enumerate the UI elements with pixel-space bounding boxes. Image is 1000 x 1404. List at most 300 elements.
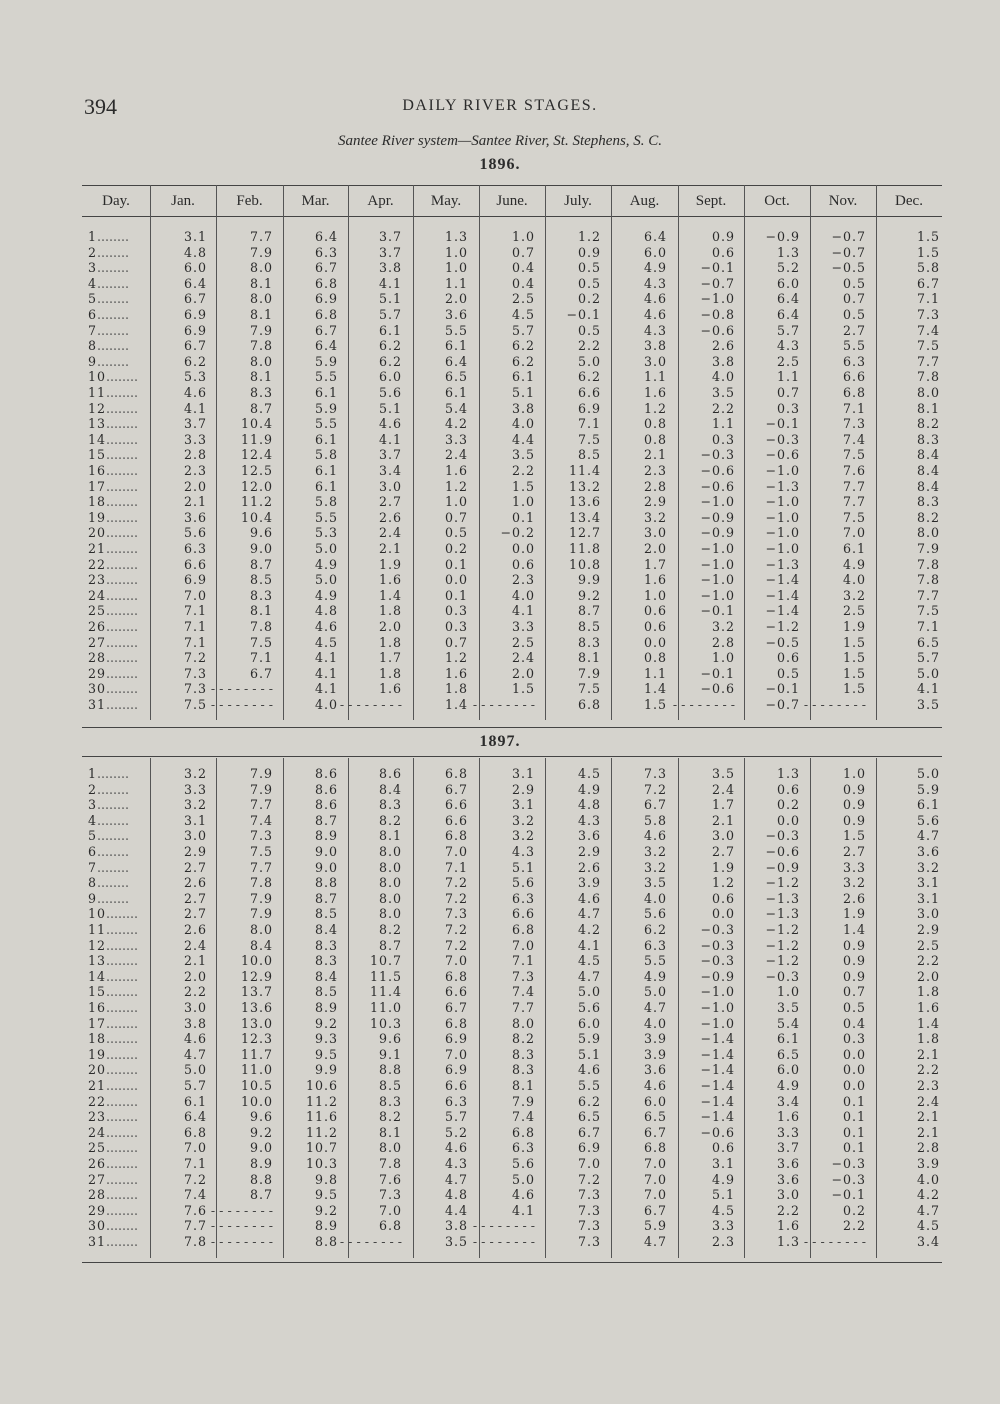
value-cell: 2.8 — [916, 1140, 940, 1156]
value-cell: 3.3 — [183, 781, 207, 797]
value-cell: 8.3 — [314, 937, 338, 953]
value-cell: 8.0 — [511, 1015, 535, 1031]
day-number: 25 — [88, 603, 107, 619]
leader-dots: ........ — [106, 541, 139, 556]
value-cell: 3.0 — [643, 353, 667, 369]
value-cell: 8.0 — [378, 1140, 402, 1156]
value-cell: 0.7 — [776, 385, 800, 400]
value-cell: 0.6 — [711, 1140, 735, 1156]
value-cell: 5.0 — [577, 984, 601, 1000]
value-cell: 8.3 — [314, 953, 338, 969]
leader-dots: ........ — [106, 1109, 139, 1125]
day-label — [88, 1000, 148, 1016]
value-cell: 2.9 — [916, 922, 940, 937]
day-label — [88, 766, 148, 782]
value-cell: 5.0 — [314, 541, 338, 556]
value-cell: 7.1 — [842, 400, 866, 416]
value-cell: 7.7 — [511, 1000, 535, 1015]
value-cell: 3.6 — [776, 1156, 800, 1171]
table-row — [0, 1000, 1000, 1016]
year-heading: 1896. — [479, 156, 521, 173]
value-cell: −1.0 — [700, 556, 735, 572]
value-cell: 2.3 — [183, 463, 207, 478]
day-label — [88, 875, 148, 891]
table-row — [0, 1109, 1000, 1125]
value-cell: −1.0 — [700, 1000, 735, 1015]
value-cell: 2.1 — [183, 953, 207, 969]
value-cell: 7.3 — [577, 1234, 601, 1249]
value-cell: 6.4 — [776, 291, 800, 307]
day-number: 28 — [88, 650, 107, 666]
day-number: 6 — [88, 844, 98, 859]
value-cell: −1.4 — [700, 1031, 735, 1047]
value-cell: 1.2 — [577, 229, 601, 244]
value-cell: 1.5 — [511, 681, 535, 697]
value-cell: −0.3 — [765, 968, 800, 984]
value-cell: 8.4 — [378, 781, 402, 797]
value-cell: 6.7 — [314, 260, 338, 276]
value-cell: 5.7 — [511, 322, 535, 338]
value-cell: 6.8 — [511, 1124, 535, 1140]
value-cell: 5.7 — [776, 322, 800, 338]
value-cell: 7.4 — [916, 322, 940, 338]
value-cell: 7.5 — [577, 431, 601, 447]
day-label — [88, 1156, 148, 1172]
day-number: 24 — [88, 587, 107, 603]
day-number: 13 — [88, 953, 107, 969]
value-cell: 2.0 — [643, 541, 667, 556]
value-cell: 0.6 — [776, 781, 800, 797]
value-cell: 4.3 — [577, 812, 601, 828]
value-cell: 10.0 — [240, 953, 273, 969]
value-cell: 4.3 — [776, 338, 800, 354]
value-cell: 5.6 — [511, 875, 535, 891]
value-cell: 3.6 — [643, 1062, 667, 1078]
column-header: June. — [496, 193, 528, 209]
table-bottom-rule — [82, 727, 942, 728]
value-cell: 1.9 — [378, 556, 402, 572]
value-cell: 3.9 — [577, 875, 601, 891]
value-cell: 4.6 — [643, 307, 667, 322]
value-cell: 6.5 — [916, 634, 940, 650]
value-cell: 4.6 — [643, 1078, 667, 1093]
value-cell: 3.2 — [842, 587, 866, 603]
day-label — [88, 828, 148, 844]
value-cell: 13.6 — [568, 494, 601, 510]
value-cell: 8.9 — [314, 1000, 338, 1015]
day-number: 4 — [88, 812, 98, 828]
column-header: May. — [430, 193, 462, 209]
day-number: 20 — [88, 525, 107, 541]
value-cell: 4.8 — [577, 797, 601, 813]
value-cell: −0.6 — [700, 1124, 735, 1140]
day-label — [88, 860, 148, 876]
value-cell: 7.3 — [577, 1218, 601, 1234]
value-cell: 2.6 — [842, 890, 866, 906]
value-cell: 9.2 — [314, 1015, 338, 1031]
table-row — [0, 635, 1000, 651]
value-cell: −1.3 — [765, 890, 800, 906]
value-cell: 3.0 — [643, 525, 667, 541]
day-label — [88, 603, 148, 619]
value-cell: 3.2 — [842, 875, 866, 891]
value-cell: 7.0 — [378, 1202, 402, 1218]
value-cell: 3.1 — [916, 875, 940, 891]
leader-dots: ........ — [106, 968, 139, 984]
value-cell: 4.7 — [577, 906, 601, 922]
table-row — [0, 844, 1000, 860]
leader-dots: ........ — [106, 1093, 139, 1109]
value-cell: 8.1 — [577, 650, 601, 666]
value-cell: 5.1 — [511, 385, 535, 400]
day-number: 5 — [88, 291, 98, 307]
value-cell: 3.5 — [444, 1234, 468, 1249]
value-cell: 7.5 — [916, 603, 940, 619]
value-cell: 2.6 — [711, 338, 735, 354]
value-cell: 1.6 — [776, 1109, 800, 1125]
value-cell: 10.8 — [568, 556, 601, 572]
value-cell: 6.2 — [378, 338, 402, 354]
value-cell: 4.1 — [183, 400, 207, 416]
value-cell: 4.3 — [511, 844, 535, 859]
value-cell: 4.5 — [314, 634, 338, 650]
day-number: 9 — [88, 353, 98, 369]
day-number: 3 — [88, 797, 98, 813]
value-cell: - - - - - - - - — [210, 1218, 273, 1234]
value-cell: −1.0 — [700, 572, 735, 588]
value-cell: 1.1 — [776, 369, 800, 385]
value-cell: 3.1 — [511, 797, 535, 813]
value-cell: 6.7 — [444, 1000, 468, 1015]
table-row — [0, 385, 1000, 401]
value-cell: 2.7 — [183, 890, 207, 906]
value-cell: 6.6 — [577, 385, 601, 400]
value-cell: 6.3 — [444, 1093, 468, 1109]
value-cell: 0.2 — [842, 1202, 866, 1218]
day-number: 19 — [88, 509, 107, 525]
day-number: 22 — [88, 1093, 107, 1109]
value-cell: 1.2 — [444, 478, 468, 494]
day-number: 30 — [88, 681, 107, 697]
value-cell: 6.7 — [577, 1124, 601, 1140]
value-cell: 7.1 — [916, 619, 940, 634]
table-row — [0, 1031, 1000, 1047]
day-number: 27 — [88, 634, 107, 650]
value-cell: 6.8 — [378, 1218, 402, 1234]
value-cell: 9.0 — [249, 1140, 273, 1156]
value-cell: 5.5 — [314, 509, 338, 525]
day-label — [88, 969, 148, 985]
value-cell: 3.2 — [183, 766, 207, 781]
value-cell: 5.2 — [444, 1124, 468, 1140]
leader-dots: ........ — [106, 603, 139, 619]
value-cell: −1.2 — [765, 953, 800, 969]
value-cell: 6.7 — [314, 322, 338, 338]
value-cell: 9.6 — [249, 1109, 273, 1125]
value-cell: 0.1 — [444, 556, 468, 572]
value-cell: 7.2 — [444, 890, 468, 906]
value-cell: 11.2 — [305, 1124, 338, 1140]
table-row — [0, 906, 1000, 922]
value-cell: 1.5 — [916, 244, 940, 260]
value-cell: −0.7 — [831, 229, 866, 244]
value-cell: - - - - - - - - — [339, 697, 402, 712]
table-row — [0, 1187, 1000, 1203]
value-cell: 3.8 — [711, 353, 735, 369]
value-cell: 0.3 — [842, 1031, 866, 1047]
value-cell: 4.3 — [643, 322, 667, 338]
table-row — [0, 891, 1000, 907]
value-cell: 8.1 — [378, 828, 402, 844]
value-cell: 3.3 — [776, 1124, 800, 1140]
value-cell: 7.0 — [842, 525, 866, 541]
value-cell: 3.5 — [511, 447, 535, 463]
day-label — [88, 588, 148, 604]
value-cell: 2.4 — [916, 1093, 940, 1109]
value-cell: 6.8 — [314, 307, 338, 322]
value-cell: 6.0 — [183, 260, 207, 276]
table-row — [0, 572, 1000, 588]
column-header: Nov. — [828, 193, 858, 209]
value-cell: 6.2 — [183, 353, 207, 369]
value-cell: 7.0 — [183, 1140, 207, 1156]
value-cell: −0.1 — [700, 260, 735, 276]
value-cell: 8.2 — [511, 1031, 535, 1047]
value-cell: −1.4 — [700, 1046, 735, 1062]
value-cell: 2.1 — [916, 1046, 940, 1062]
value-cell: 8.1 — [511, 1078, 535, 1093]
value-cell: 7.7 — [916, 353, 940, 369]
value-cell: 4.6 — [444, 1140, 468, 1156]
value-cell: 0.9 — [842, 781, 866, 797]
value-cell: 6.1 — [314, 463, 338, 478]
value-cell: 8.7 — [249, 1187, 273, 1203]
value-cell: 7.4 — [511, 984, 535, 1000]
value-cell: 7.8 — [249, 875, 273, 891]
value-cell: 4.0 — [314, 697, 338, 712]
value-cell: 2.2 — [577, 338, 601, 354]
table-row — [0, 479, 1000, 495]
value-cell: 3.2 — [711, 619, 735, 634]
value-cell: 3.5 — [643, 875, 667, 891]
day-label — [88, 291, 148, 307]
value-cell: 8.5 — [314, 984, 338, 1000]
day-label — [88, 922, 148, 938]
value-cell: 3.1 — [511, 766, 535, 781]
value-cell: 0.8 — [643, 650, 667, 666]
value-cell: 1.4 — [643, 681, 667, 697]
value-cell: 7.2 — [643, 781, 667, 797]
value-cell: 1.4 — [378, 587, 402, 603]
value-cell: 6.4 — [643, 229, 667, 244]
value-cell: - - - - - - - - — [472, 1234, 535, 1249]
table-row — [0, 697, 1000, 713]
value-cell: 4.0 — [511, 587, 535, 603]
value-cell: 8.7 — [249, 556, 273, 572]
leader-dots: ........ — [106, 634, 139, 650]
value-cell: 13.7 — [240, 984, 273, 1000]
value-cell: 7.9 — [577, 665, 601, 681]
table-row — [0, 1140, 1000, 1156]
value-cell: 6.9 — [444, 1031, 468, 1047]
value-cell: 6.7 — [249, 665, 273, 681]
value-cell: 3.3 — [842, 859, 866, 875]
day-number: 2 — [88, 244, 98, 260]
value-cell: 1.1 — [643, 665, 667, 681]
value-cell: 7.5 — [183, 697, 207, 712]
value-cell: 6.8 — [444, 1015, 468, 1031]
value-cell: 2.9 — [183, 844, 207, 859]
value-cell: 10.0 — [240, 1093, 273, 1109]
value-cell: 1.0 — [444, 494, 468, 510]
value-cell: 6.1 — [314, 478, 338, 494]
value-cell: 3.7 — [776, 1140, 800, 1156]
day-label — [88, 906, 148, 922]
value-cell: 8.9 — [249, 1156, 273, 1171]
value-cell: 4.6 — [314, 619, 338, 634]
value-cell: 1.7 — [711, 797, 735, 813]
value-cell: 2.5 — [776, 353, 800, 369]
value-cell: 1.6 — [378, 681, 402, 697]
day-number: 31 — [88, 1234, 107, 1249]
table-row — [0, 463, 1000, 479]
value-cell: 4.6 — [183, 385, 207, 400]
table-row — [0, 245, 1000, 261]
value-cell: 7.1 — [249, 650, 273, 666]
day-number: 19 — [88, 1046, 107, 1062]
table-row — [0, 938, 1000, 954]
value-cell: 2.2 — [183, 984, 207, 1000]
value-cell: - - - - - - - - — [803, 1234, 866, 1249]
table-row — [0, 323, 1000, 339]
value-cell: 7.0 — [511, 937, 535, 953]
value-cell: 5.3 — [314, 525, 338, 541]
value-cell: 2.0 — [444, 291, 468, 307]
leader-dots: ........ — [106, 1171, 139, 1187]
value-cell: 6.1 — [916, 797, 940, 813]
value-cell: 8.7 — [314, 812, 338, 828]
day-label — [88, 385, 148, 401]
value-cell: 8.2 — [916, 509, 940, 525]
year-heading: 1897. — [479, 733, 521, 750]
value-cell: 6.6 — [444, 812, 468, 828]
leader-dots: ........ — [106, 1234, 139, 1249]
value-cell: −1.0 — [700, 291, 735, 307]
value-cell: 0.3 — [711, 431, 735, 447]
value-cell: 7.8 — [916, 369, 940, 385]
table-row — [0, 860, 1000, 876]
value-cell: 2.5 — [511, 291, 535, 307]
value-cell: 0.9 — [842, 797, 866, 813]
table-row — [0, 525, 1000, 541]
value-cell: 2.5 — [842, 603, 866, 619]
value-cell: 7.4 — [183, 1187, 207, 1203]
value-cell: 0.7 — [444, 634, 468, 650]
value-cell: 4.8 — [314, 603, 338, 619]
day-number: 6 — [88, 307, 98, 322]
value-cell: 9.5 — [314, 1187, 338, 1203]
leader-dots: ........ — [97, 812, 130, 828]
day-number: 23 — [88, 572, 107, 588]
value-cell: 2.6 — [183, 875, 207, 891]
value-cell: 6.7 — [643, 797, 667, 813]
value-cell: 8.0 — [249, 353, 273, 369]
value-cell: −1.4 — [700, 1093, 735, 1109]
value-cell: 8.3 — [249, 587, 273, 603]
table-top-rule — [82, 756, 942, 757]
leader-dots: ........ — [106, 572, 139, 588]
value-cell: 7.7 — [249, 229, 273, 244]
column-header: Jan. — [171, 193, 195, 209]
value-cell: 4.1 — [577, 937, 601, 953]
table-row — [0, 510, 1000, 526]
value-cell: −0.6 — [700, 478, 735, 494]
day-number: 22 — [88, 556, 107, 572]
leader-dots: ........ — [106, 1078, 139, 1093]
value-cell: 3.6 — [776, 1171, 800, 1187]
leader-dots: ........ — [106, 1124, 139, 1140]
value-cell: 1.8 — [378, 634, 402, 650]
value-cell: 1.4 — [842, 922, 866, 937]
value-cell: 5.0 — [577, 353, 601, 369]
value-cell: 4.6 — [378, 416, 402, 432]
value-cell: 1.5 — [842, 828, 866, 844]
value-cell: 5.5 — [444, 322, 468, 338]
value-cell: 2.4 — [444, 447, 468, 463]
value-cell: 1.0 — [643, 587, 667, 603]
value-cell: 7.4 — [511, 1109, 535, 1125]
value-cell: 0.3 — [776, 400, 800, 416]
value-cell: 6.7 — [183, 338, 207, 354]
day-number: 8 — [88, 338, 98, 354]
value-cell: 8.5 — [378, 1078, 402, 1093]
value-cell: 3.8 — [444, 1218, 468, 1234]
value-cell: 8.0 — [378, 906, 402, 922]
value-cell: 6.0 — [776, 275, 800, 291]
value-cell: 1.1 — [711, 416, 735, 432]
value-cell: 8.4 — [916, 447, 940, 463]
table-subtitle: Santee River system—Santee River, St. Stephens, S. C. — [337, 133, 663, 149]
day-label — [88, 1031, 148, 1047]
value-cell: 0.7 — [842, 291, 866, 307]
value-cell: −1.0 — [700, 541, 735, 556]
leader-dots: ........ — [106, 1015, 139, 1031]
day-number: 25 — [88, 1140, 107, 1156]
value-cell: 4.8 — [183, 244, 207, 260]
value-cell: 8.1 — [249, 275, 273, 291]
day-number: 12 — [88, 937, 107, 953]
value-cell: 4.1 — [314, 681, 338, 697]
value-cell: −1.0 — [765, 494, 800, 510]
day-label — [88, 1203, 148, 1219]
value-cell: 5.1 — [711, 1187, 735, 1203]
value-cell: −0.6 — [700, 681, 735, 697]
value-cell: −0.8 — [700, 307, 735, 322]
value-cell: 6.6 — [444, 797, 468, 813]
value-cell: 0.2 — [444, 541, 468, 556]
value-cell: 8.3 — [511, 1046, 535, 1062]
value-cell: 4.0 — [643, 890, 667, 906]
value-cell: 6.1 — [314, 385, 338, 400]
table-row — [0, 432, 1000, 448]
value-cell: 7.7 — [916, 587, 940, 603]
value-cell: 6.3 — [511, 1140, 535, 1156]
table-row — [0, 416, 1000, 432]
leader-dots: ........ — [106, 1046, 139, 1062]
value-cell: 8.4 — [249, 937, 273, 953]
value-cell: 5.1 — [378, 400, 402, 416]
value-cell: 1.9 — [711, 859, 735, 875]
